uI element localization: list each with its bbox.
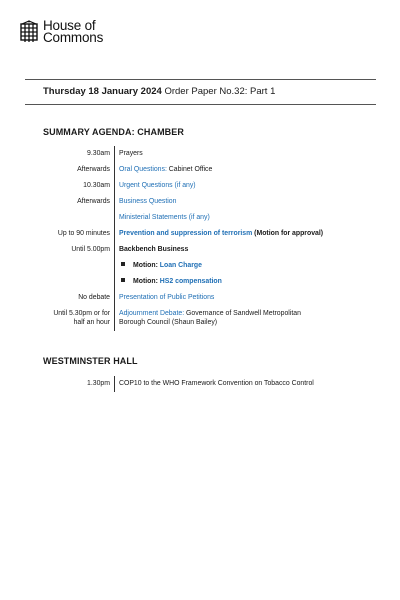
agenda-time: 9.30am	[87, 150, 110, 157]
agenda-row	[0, 146, 400, 162]
agenda-time: Up to 90 minutes	[57, 230, 110, 237]
agenda-row	[0, 178, 400, 194]
agenda-item-text: Cabinet Office	[166, 166, 213, 173]
agenda-row	[0, 290, 400, 306]
loan-charge-link[interactable]: Loan Charge	[159, 262, 202, 269]
header-bottom-rule	[25, 104, 376, 105]
agenda-item-text: (Motion for approval)	[252, 230, 324, 237]
bullet-icon	[121, 278, 125, 282]
order-paper-title	[43, 86, 275, 97]
agenda-time: Afterwards	[77, 198, 110, 205]
agenda-row	[0, 226, 400, 242]
agenda-item-text-line-2: Borough Council (Shaun Bailey)	[119, 319, 218, 326]
header-top-rule	[25, 79, 376, 80]
house-of-commons-logo	[19, 20, 103, 44]
agenda-row	[0, 258, 400, 274]
agenda-row	[0, 194, 400, 210]
westminster-hall-heading: WESTMINSTER HALL	[43, 356, 138, 366]
logo-line-2: Commons	[43, 30, 104, 45]
agenda-item-text: COP10 to the WHO Framework Convention on Tobacco Control	[119, 380, 314, 387]
order-paper-date: Thursday 18 January 2024	[43, 86, 162, 97]
agenda-time	[0, 306, 114, 331]
motion-label: Motion:	[133, 262, 158, 269]
logo-line-1: House of	[43, 18, 96, 33]
agenda-row	[0, 210, 400, 226]
terrorism-motion-link[interactable]: Prevention and suppression of terrorism	[119, 230, 253, 237]
agenda-row	[0, 242, 400, 258]
portcullis-icon	[19, 20, 39, 44]
agenda-item-text: Backbench Business	[119, 246, 189, 253]
agenda-time	[0, 274, 114, 290]
agenda-row	[0, 162, 400, 178]
adjournment-debate-link[interactable]: Adjournment Debate:	[119, 310, 185, 317]
agenda-time: 10.30am	[83, 182, 110, 189]
agenda-time	[0, 210, 114, 226]
agenda-row	[0, 306, 400, 331]
agenda-time-line-1: Until 5.30pm or for	[53, 310, 110, 317]
bullet-icon	[121, 262, 125, 266]
agenda-time: No debate	[78, 294, 110, 301]
westminster-hall-agenda	[0, 376, 400, 392]
agenda-item-text: Prayers	[119, 150, 143, 157]
chamber-heading: SUMMARY AGENDA: CHAMBER	[43, 127, 184, 137]
order-paper-number: Order Paper No.32: Part 1	[161, 86, 276, 97]
ministerial-statements-link[interactable]: Ministerial Statements (if any)	[119, 214, 210, 221]
agenda-time	[0, 258, 114, 274]
motion-label: Motion:	[133, 278, 158, 285]
agenda-row	[0, 274, 400, 290]
urgent-questions-link[interactable]: Urgent Questions (if any)	[119, 182, 196, 189]
agenda-item-text: Governance of Sandwell Metropolitan	[184, 310, 301, 317]
agenda-time: Until 5.00pm	[71, 246, 110, 253]
hs2-compensation-link[interactable]: HS2 compensation	[159, 278, 222, 285]
agenda-time-line-2: half an hour	[73, 319, 110, 326]
agenda-time: 1.30pm	[87, 380, 110, 387]
oral-questions-link[interactable]: Oral Questions:	[119, 166, 167, 173]
agenda-time: Afterwards	[77, 166, 110, 173]
business-question-link[interactable]: Business Question	[119, 198, 177, 205]
public-petitions-link[interactable]: Presentation of Public Petitions	[119, 294, 215, 301]
agenda-row	[0, 376, 400, 392]
chamber-agenda	[0, 146, 400, 331]
